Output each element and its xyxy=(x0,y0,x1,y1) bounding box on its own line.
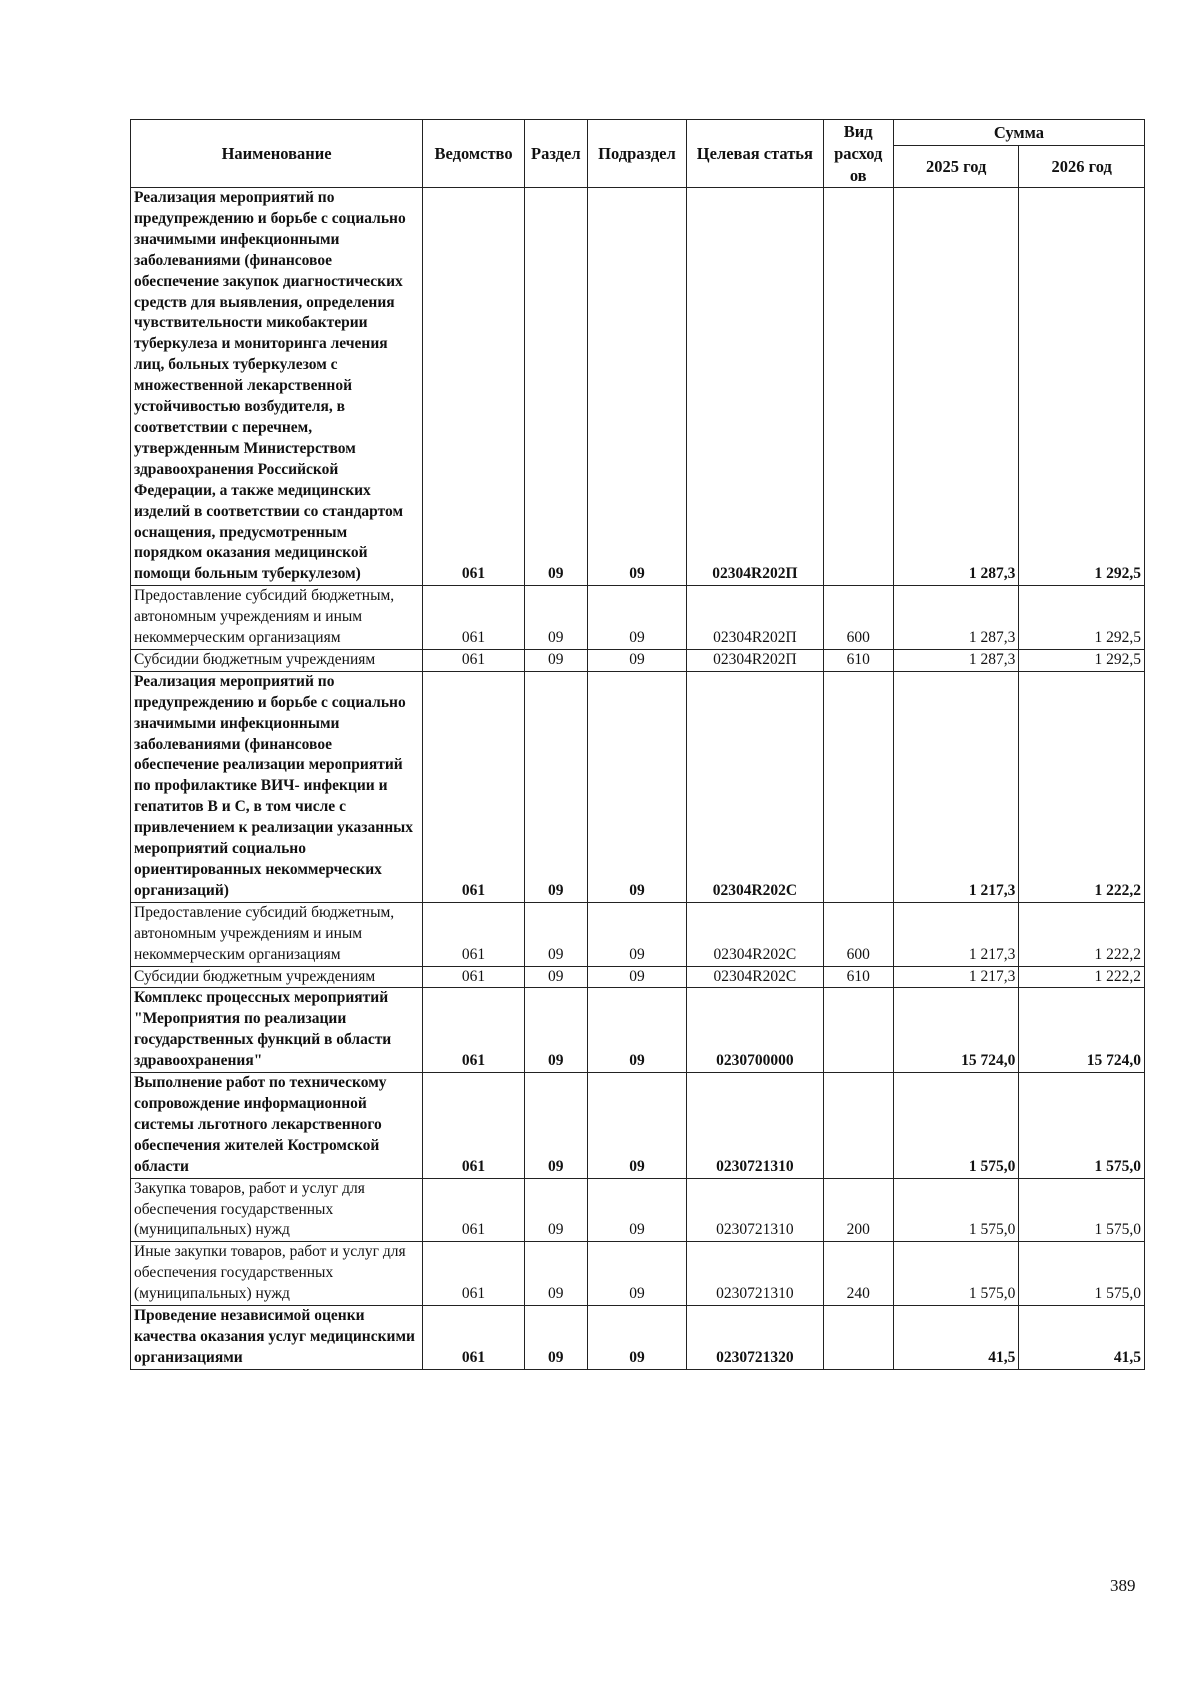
cell-section: 09 xyxy=(524,1178,587,1242)
cell-2025: 1 287,3 xyxy=(893,649,1019,671)
cell-name: Предоставление субсидий бюджетным, автономным учреждениям и иным некоммерческим организациям xyxy=(131,586,423,650)
header-year-2026: 2026 год xyxy=(1019,146,1145,188)
table-row xyxy=(131,1178,1145,1242)
cell-2025: 1 575,0 xyxy=(893,1178,1019,1242)
cell-2025: 1 287,3 xyxy=(893,586,1019,650)
header-department: Ведомство xyxy=(423,120,525,188)
cell-2026: 1 292,5 xyxy=(1019,188,1145,586)
cell-target: 02304R202C xyxy=(687,902,823,966)
cell-target: 0230721320 xyxy=(687,1306,823,1370)
cell-expense-type: 610 xyxy=(823,966,893,988)
table-row xyxy=(131,966,1145,988)
cell-name: Выполнение работ по техническому сопровождение информационной системы льготного лекарственного обеспечения жителей Костромской области xyxy=(131,1073,423,1179)
cell-subsection: 09 xyxy=(587,988,687,1073)
cell-name: Комплекс процессных мероприятий "Мероприятия по реализации государственных функций в области здравоохранения" xyxy=(131,988,423,1073)
cell-expense-type: 610 xyxy=(823,649,893,671)
header-year-2025: 2025 год xyxy=(893,146,1019,188)
cell-2025: 1 217,3 xyxy=(893,671,1019,902)
cell-department: 061 xyxy=(423,1073,525,1179)
cell-department: 061 xyxy=(423,902,525,966)
cell-2026: 1 575,0 xyxy=(1019,1073,1145,1179)
cell-department: 061 xyxy=(423,1306,525,1370)
cell-section: 09 xyxy=(524,1242,587,1306)
cell-2026: 41,5 xyxy=(1019,1306,1145,1370)
cell-target: 0230721310 xyxy=(687,1242,823,1306)
cell-subsection: 09 xyxy=(587,649,687,671)
cell-name: Реализация мероприятий по предупреждению и борьбе с социально значимыми инфекционными заболеваниями (финансовое обеспечение закупок диагностических средств для выявления, определения чувствительности микобактерии туберкулеза и мониторинга лечения лиц, больных туберкулезом с множественной лекарственной устойчивостью возбудителя, в соответствии с перечнем, утвержденным Министерством здравоохранения Российской Федерации, а также медицинских изделий в соответствии со стандартом оснащения, предусмотренным порядком оказания медицинской помощи больным туберкулезом) xyxy=(131,188,423,586)
cell-department: 061 xyxy=(423,586,525,650)
table-row xyxy=(131,671,1145,902)
cell-section: 09 xyxy=(524,1073,587,1179)
cell-2025: 41,5 xyxy=(893,1306,1019,1370)
page-number: 389 xyxy=(1110,1576,1136,1595)
table-row xyxy=(131,902,1145,966)
cell-target: 02304R202П xyxy=(687,586,823,650)
cell-2025: 15 724,0 xyxy=(893,988,1019,1073)
cell-2026: 1 222,2 xyxy=(1019,902,1145,966)
cell-expense-type xyxy=(823,188,893,586)
cell-section: 09 xyxy=(524,902,587,966)
header-target: Целевая статья xyxy=(687,120,823,188)
cell-department: 061 xyxy=(423,966,525,988)
cell-expense-type: 200 xyxy=(823,1178,893,1242)
cell-target: 0230721310 xyxy=(687,1073,823,1179)
header-name: Наименование xyxy=(131,120,423,188)
cell-subsection: 09 xyxy=(587,1242,687,1306)
cell-section: 09 xyxy=(524,586,587,650)
cell-name: Закупка товаров, работ и услуг для обеспечения государственных (муниципальных) нужд xyxy=(131,1178,423,1242)
cell-expense-type xyxy=(823,988,893,1073)
cell-section: 09 xyxy=(524,671,587,902)
header-sum: Сумма xyxy=(893,120,1144,146)
cell-section: 09 xyxy=(524,188,587,586)
cell-name: Субсидии бюджетным учреждениям xyxy=(131,966,423,988)
cell-subsection: 09 xyxy=(587,902,687,966)
cell-subsection: 09 xyxy=(587,188,687,586)
table-row xyxy=(131,188,1145,586)
cell-name: Реализация мероприятий по предупреждению и борьбе с социально значимыми инфекционными заболеваниями (финансовое обеспечение реализации мероприятий по профилактике ВИЧ- инфекции и гепатитов В и С, в том числе с привлечением к реализации указанных мероприятий социально ориентированных некоммерческих организаций) xyxy=(131,671,423,902)
cell-target: 02304R202П xyxy=(687,188,823,586)
cell-2025: 1 287,3 xyxy=(893,188,1019,586)
table-row xyxy=(131,1073,1145,1179)
cell-department: 061 xyxy=(423,1178,525,1242)
cell-2026: 15 724,0 xyxy=(1019,988,1145,1073)
cell-target: 0230700000 xyxy=(687,988,823,1073)
cell-2026: 1 292,5 xyxy=(1019,649,1145,671)
cell-2025: 1 575,0 xyxy=(893,1073,1019,1179)
cell-subsection: 09 xyxy=(587,1178,687,1242)
cell-department: 061 xyxy=(423,988,525,1073)
cell-section: 09 xyxy=(524,988,587,1073)
cell-name: Субсидии бюджетным учреждениям xyxy=(131,649,423,671)
cell-expense-type: 600 xyxy=(823,902,893,966)
header-subsection: Подраздел xyxy=(587,120,687,188)
cell-2026: 1 575,0 xyxy=(1019,1242,1145,1306)
cell-subsection: 09 xyxy=(587,671,687,902)
cell-department: 061 xyxy=(423,671,525,902)
cell-section: 09 xyxy=(524,966,587,988)
cell-name: Предоставление субсидий бюджетным, автономным учреждениям и иным некоммерческим организациям xyxy=(131,902,423,966)
cell-department: 061 xyxy=(423,1242,525,1306)
cell-2026: 1 222,2 xyxy=(1019,671,1145,902)
table-row xyxy=(131,1306,1145,1370)
cell-2025: 1 217,3 xyxy=(893,966,1019,988)
cell-name: Проведение независимой оценки качества оказания услуг медицинскими организациями xyxy=(131,1306,423,1370)
cell-expense-type xyxy=(823,1073,893,1179)
cell-department: 061 xyxy=(423,649,525,671)
cell-2026: 1 222,2 xyxy=(1019,966,1145,988)
cell-subsection: 09 xyxy=(587,1306,687,1370)
table-row xyxy=(131,1242,1145,1306)
cell-2025: 1 217,3 xyxy=(893,902,1019,966)
cell-2026: 1 292,5 xyxy=(1019,586,1145,650)
cell-target: 02304R202C xyxy=(687,966,823,988)
budget-table xyxy=(130,119,1145,1370)
cell-expense-type: 600 xyxy=(823,586,893,650)
cell-name: Иные закупки товаров, работ и услуг для обеспечения государственных (муниципальных) нужд xyxy=(131,1242,423,1306)
cell-subsection: 09 xyxy=(587,1073,687,1179)
header-section: Раздел xyxy=(524,120,587,188)
cell-expense-type xyxy=(823,671,893,902)
cell-target: 02304R202C xyxy=(687,671,823,902)
cell-subsection: 09 xyxy=(587,586,687,650)
header-expense-type: Вид расход ов xyxy=(823,120,893,188)
cell-subsection: 09 xyxy=(587,966,687,988)
cell-department: 061 xyxy=(423,188,525,586)
table-body xyxy=(131,188,1145,1370)
cell-2026: 1 575,0 xyxy=(1019,1178,1145,1242)
cell-target: 0230721310 xyxy=(687,1178,823,1242)
cell-2025: 1 575,0 xyxy=(893,1242,1019,1306)
cell-section: 09 xyxy=(524,1306,587,1370)
cell-section: 09 xyxy=(524,649,587,671)
table-row xyxy=(131,586,1145,650)
table-row xyxy=(131,649,1145,671)
cell-target: 02304R202П xyxy=(687,649,823,671)
table-row xyxy=(131,988,1145,1073)
cell-expense-type: 240 xyxy=(823,1242,893,1306)
cell-expense-type xyxy=(823,1306,893,1370)
